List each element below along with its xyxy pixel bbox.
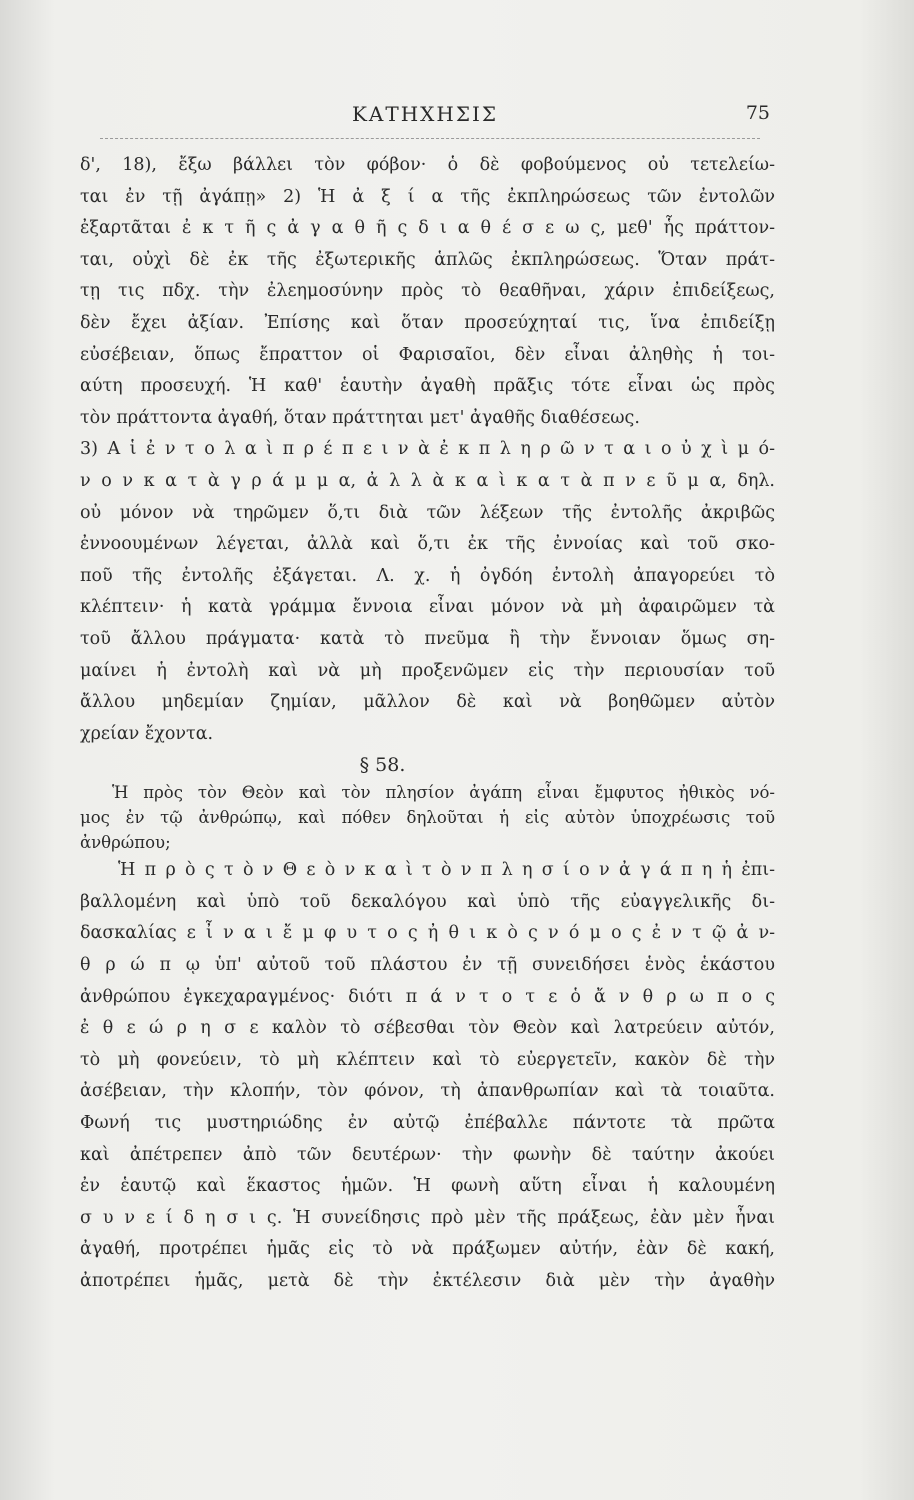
- text-line: δασκαλίας ε ἶ ν α ι ἔ μ φ υ τ ο ς ἠ θ ι κ ὸ ς ν ό μ ο ς ἐ ν τ ῷ ἀ ν-: [80, 923, 775, 944]
- text-line: ἀσέβειαν, τὴν κλοπήν, τὸν φόνον, τὴ ἀπανθρωπίαν καὶ τὰ τοιαῦτα.: [80, 1081, 775, 1102]
- text-line: δὲν ἔχει ἀξίαν. Ἐπίσης καὶ ὅταν προσεύχηταί τις, ἵνα ἐπιδείξῃ: [80, 312, 775, 333]
- text-line: βαλλομένη καὶ ὑπὸ τοῦ δεκαλόγου καὶ ὑπὸ τῆς εὐαγγελικῆς δι-: [80, 891, 775, 912]
- text-line: ἐν ἑαυτῷ καὶ ἕκαστος ἡμῶν. Ἡ φωνὴ αὕτη εἶναι ἡ καλουμένη: [80, 1176, 775, 1197]
- running-title: ΚΑΤΗΧΗΣΙΣ: [351, 102, 499, 126]
- text-line: ἀνθρώπου ἐγκεχαραγμένος· διότι π ά ν τ ο τ ε ὁ ἄ ν θ ρ ω π ο ς: [80, 986, 775, 1007]
- page-text: [80, 150, 775, 1298]
- text-line: δ', 18), ἔξω βάλλει τὸν φόβον· ὁ δὲ φοβούμενος οὐ τετελείω-: [80, 155, 775, 175]
- header-rule: [100, 138, 760, 139]
- text-line: οὐ μόνον νὰ τηρῶμεν ὅ,τι διὰ τῶν λέξεων τῆς ἐντολῆς ἀκριβῶς: [80, 502, 775, 523]
- text-line: ται ἐν τῇ ἀγάπῃ» 2) Ἡ ἀ ξ ί α τῆς ἐκπληρώσεως τῶν ἐντολῶν: [80, 186, 775, 207]
- text-line: Ἡ π ρ ὸ ς τ ὸ ν Θ ε ὸ ν κ α ὶ τ ὸ ν π λ η σ ί ο ν ἀ γ ά π η ἡ ἐπι-: [118, 860, 775, 881]
- question-line: Ἡ πρὸς τὸν Θεὸν καὶ τὸν πλησίον ἀγάπη εἶναι ἔμφυτος ἠθικὸς νό-: [112, 783, 775, 803]
- text-line: χρείαν ἔχοντα.: [80, 723, 214, 744]
- text-line: τὸν πράττοντα ἀγαθή, ὅταν πράττηται μετ' ἀγαθῆς διαθέσεως.: [80, 407, 640, 428]
- page-number: 75: [745, 102, 770, 124]
- text-line: τῃ τις πδχ. τὴν ἐλεημοσύνην πρὸς τὸ θεαθῆναι, χάριν ἐπιδείξεως,: [80, 281, 775, 302]
- text-line: τοῦ ἄλλου πράγματα· κατὰ τὸ πνεῦμα ἢ τὴν ἔννοιαν ὅμως ση-: [80, 628, 775, 649]
- text-line: σ υ ν ε ί δ η σ ι ς. Ἡ συνείδησις πρὸ μὲν τῆς πράξεως, ἐὰν μὲν ἦναι: [80, 1207, 775, 1228]
- text-line: θ ρ ώ π ῳ ὑπ' αὐτοῦ τοῦ πλάστου ἐν τῇ συνειδήσει ἑνὸς ἑκάστου: [80, 955, 775, 976]
- text-line: ποῦ τῆς ἐντολῆς ἐξάγεται. Λ. χ. ἡ ὀγδόη ἐντολὴ ἀπαγορεύει τὸ: [80, 565, 775, 586]
- text-line: ν ο ν κ α τ ὰ γ ρ ά μ μ α, ἀ λ λ ὰ κ α ὶ κ α τ ὰ π ν ε ῦ μ α, δηλ.: [80, 470, 775, 491]
- text-line: κλέπτειν· ἡ κατὰ γράμμα ἔννοια εἶναι μόνον νὰ μὴ ἀφαιρῶμεν τὰ: [80, 597, 775, 618]
- question-line: μος ἐν τῷ ἀνθρώπῳ, καὶ πόθεν δηλοῦται ἡ εἰς αὐτὸν ὑποχρέωσις τοῦ: [80, 808, 775, 828]
- text-line: ἀγαθή, προτρέπει ἡμᾶς εἰς τὸ νὰ πράξωμεν αὐτήν, ἐὰν δὲ κακή,: [80, 1239, 775, 1260]
- text-line: ἐξαρτᾶται ἐ κ τ ῆ ς ἀ γ α θ ῆ ς δ ι α θ έ σ ε ω ς, μεθ' ἧς πράττον-: [80, 218, 775, 239]
- text-line: Φωνή τις μυστηριώδης ἐν αὐτῷ ἐπέβαλλε πάντοτε τὰ πρῶτα: [80, 1113, 775, 1134]
- text-line: ἄλλου μηδεμίαν ζημίαν, μᾶλλον δὲ καὶ νὰ βοηθῶμεν αὐτὸν: [80, 692, 775, 713]
- text-line: μαίνει ἡ ἐντολὴ καὶ νὰ μὴ προξενῶμεν εἰς τὴν περιουσίαν τοῦ: [80, 660, 775, 681]
- text-line: 3) Α ἱ ἐ ν τ ο λ α ὶ π ρ έ π ε ι ν ὰ ἐ κ π λ η ρ ῶ ν τ α ι ο ὐ χ ὶ μ ό-: [80, 439, 775, 460]
- text-line: αύτη προσευχή. Ἡ καθ' ἑαυτὴν ἀγαθὴ πρᾶξις τότε εἶναι ὡς πρὸς: [80, 376, 775, 397]
- text-line: εὐσέβειαν, ὅπως ἔπραττον οἱ Φαρισαῖοι, δὲν εἶναι ἀληθὴς ἡ τοι-: [80, 344, 775, 365]
- running-header: [80, 100, 770, 130]
- text-line: τὸ μὴ φονεύειν, τὸ μὴ κλέπτειν καὶ τὸ εὐεργετεῖν, κακὸν δὲ τὴν: [80, 1049, 775, 1070]
- question-line: ἀνθρώπου;: [80, 833, 171, 853]
- text-line: ται, οὐχὶ δὲ ἐκ τῆς ἐξωτερικῆς ἁπλῶς ἐκπληρώσεως. Ὅταν πράτ-: [80, 249, 775, 270]
- text-line: ἐ θ ε ώ ρ η σ ε καλὸν τὸ σέβεσθαι τὸν Θεὸν καὶ λατρεύειν αὐτόν,: [80, 1018, 775, 1039]
- text-line: ἐννοουμένων λέγεται, ἀλλὰ καὶ ὅ,τι ἐκ τῆς ἐννοίας καὶ τοῦ σκο-: [80, 534, 775, 555]
- text-line: καὶ ἀπέτρεπεν ἀπὸ τῶν δευτέρων· τὴν φωνὴν δὲ ταύτην ἀκούει: [80, 1144, 775, 1165]
- section-heading: § 58.: [359, 754, 406, 777]
- text-line: ἀποτρέπει ἡμᾶς, μετὰ δὲ τὴν ἐκτέλεσιν διὰ μὲν τὴν ἀγαθὴν: [80, 1271, 775, 1291]
